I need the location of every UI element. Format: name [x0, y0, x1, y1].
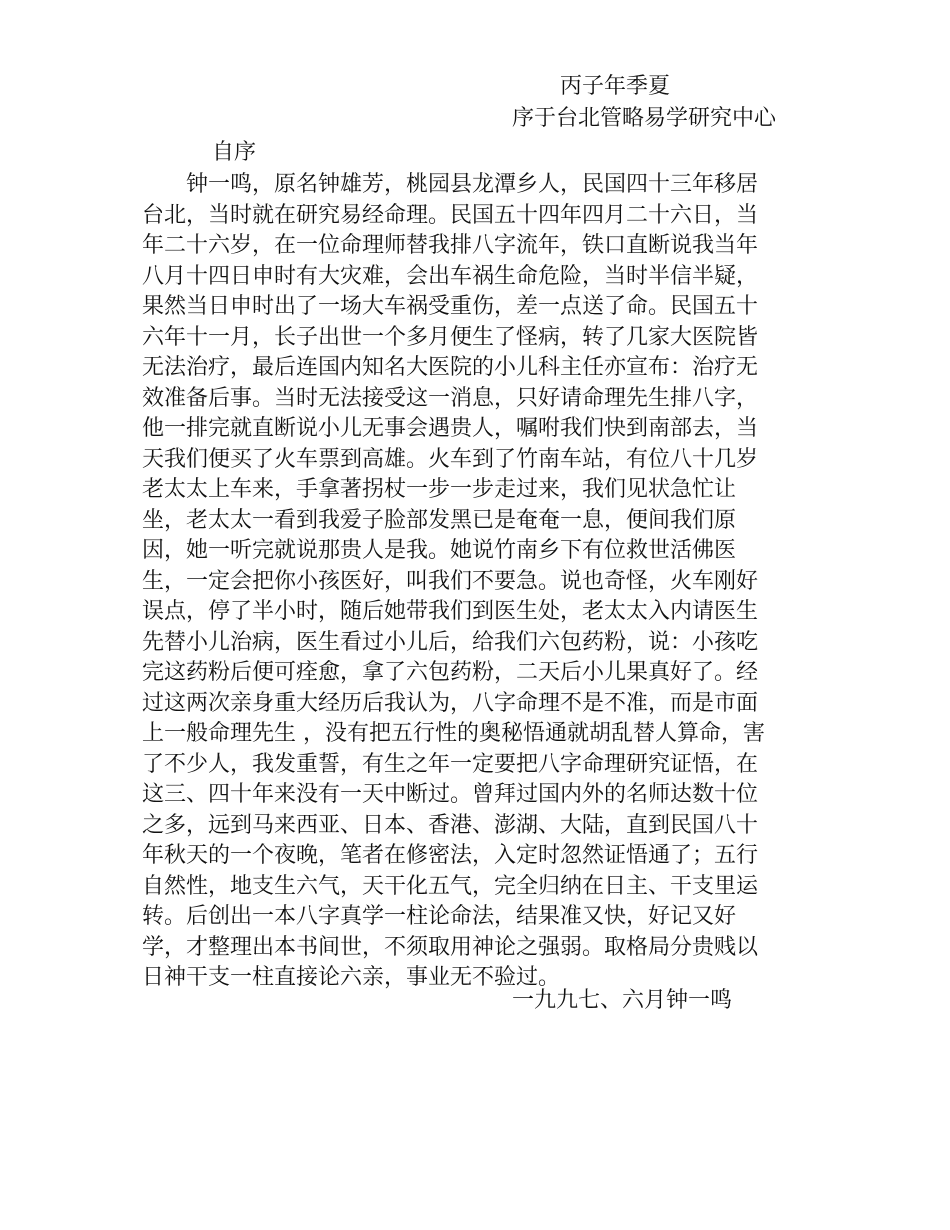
body-line: 效准备后事。当时无法接受这一消息，只好请命理先生排八字，	[142, 385, 759, 411]
body-line: 这三、四十年来没有一天中断过。曾拜过国内外的名师达数十位	[142, 782, 759, 807]
body-line: 误点，停了半小时，随后她带我们到医生处，老太太入内请医生	[142, 599, 759, 624]
body-line: 日神干支一柱直接论六亲，事业无不验过。	[142, 965, 561, 990]
preface-body	[142, 170, 802, 994]
body-line: 完这药粉后便可痊愈，拿了六包药粉，二天后小儿果真好了。经	[142, 660, 759, 685]
body-line: 了不少人，我发重誓，有生之年一定要把八字命理研究证悟，在	[142, 751, 759, 777]
body-line: 年秋天的一个夜晚，笔者在修密法，入定时忽然证悟通了；五行	[142, 843, 759, 868]
body-line: 钟一鸣，原名钟雄芳，桃园县龙潭乡人，民国四十三年移居	[186, 172, 759, 197]
body-line: 六年十一月，长子出世一个多月便生了怪病，转了几家大医院皆	[142, 324, 759, 350]
body-line: 天我们便买了火车票到高雄。火车到了竹南车站，有位八十几岁	[142, 446, 759, 472]
body-line: 自然性，地支生六气，天干化五气，完全归纳在日主、干支里运	[142, 873, 759, 899]
section-title: 自序	[212, 140, 257, 165]
body-line: 坐，老太太一看到我爱子脸部发黑已是奄奄一息，便间我们原	[142, 507, 737, 533]
body-line: 八月十四日申时有大灾难，会出车祸生命危险，当时半信半疑，	[142, 263, 759, 289]
body-line: 生，一定会把你小孩医好，叫我们不要急。说也奇怪，火车刚好	[142, 568, 759, 594]
body-line: 他一排完就直断说小儿无事会遇贵人，嘱咐我们快到南部去，当	[142, 416, 759, 441]
body-line: 台北，当时就在研究易经命理。民国五十四年四月二十六日，当	[142, 202, 759, 228]
body-line: 之多，远到马来西亚、日本、香港、澎湖、大陆，直到民国八十	[142, 812, 759, 838]
body-line: 无法治疗，最后连国内知名大医院的小儿科主任亦宣布：治疗无	[142, 355, 759, 380]
date-line: 丙子年季夏	[560, 74, 671, 99]
body-line: 先替小儿治病，医生看过小儿后，给我们六包药粉，说：小孩吃	[142, 629, 759, 655]
body-line: 年二十六岁，在一位命理师替我排八字流年，铁口直断说我当年	[142, 233, 759, 258]
body-line: 因，她一听完就说那贵人是我。她说竹南乡下有位救世活佛医	[142, 538, 737, 563]
place-line: 序于台北管略易学研究中心	[512, 106, 777, 131]
body-line: 转。后创出一本八字真学一柱论命法，结果准又快，好记又好	[142, 904, 737, 929]
signature-line: 一九九七、六月钟一鸣	[512, 988, 733, 1013]
body-line: 过这两次亲身重大经历后我认为，八字命理不是不准，而是市面	[142, 690, 759, 716]
body-line: 上一般命理先生 ，没有把五行性的奥秘悟通就胡乱替人算命，害	[142, 721, 765, 746]
body-line: 学，才整理出本书间世，不须取用神论之强弱。取格局分贵贱以	[142, 934, 759, 960]
body-line: 老太太上车来，手拿著拐杖一步一步走过来，我们见状急忙让	[142, 477, 737, 502]
body-line: 果然当日申时出了一场大车祸受重伤，差一点送了命。民国五十	[142, 294, 759, 319]
